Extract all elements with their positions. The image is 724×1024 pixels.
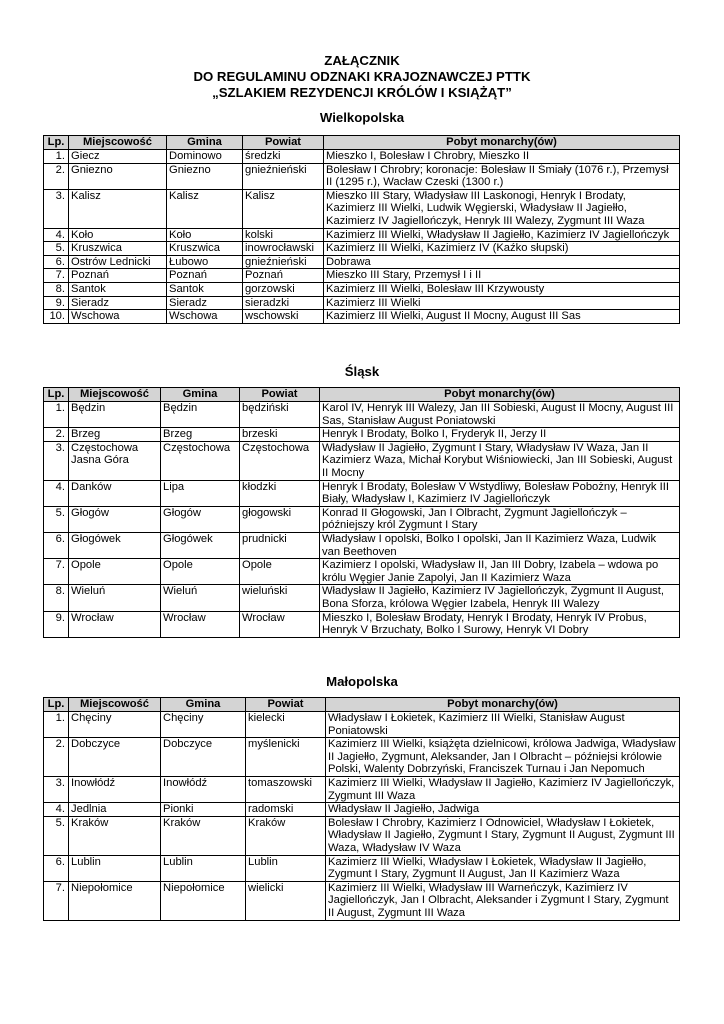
table-row	[44, 428, 680, 442]
table-row	[44, 150, 680, 164]
cell-lp: 9.	[44, 296, 69, 310]
table-row	[44, 441, 680, 480]
cell-pobyt: Kazimierz III Wielki	[324, 296, 680, 310]
cell-powiat: wieluński	[240, 585, 320, 611]
cell-miejscowosc: Dobczyce	[69, 738, 161, 777]
cell-powiat: tomaszowski	[246, 776, 326, 802]
cell-lp: 2.	[44, 738, 69, 777]
cell-lp: 7.	[44, 881, 69, 920]
table-header	[44, 698, 680, 712]
cell-miejscowosc: Jedlnia	[69, 803, 161, 817]
cell-lp: 5.	[44, 816, 69, 855]
cell-powiat: Opole	[240, 559, 320, 585]
cell-lp: 4.	[44, 480, 69, 506]
cell-pobyt: Konrad II Głogowski, Jan I Olbracht, Zygmunt Jagiellończyk – późniejszy król Zygmunt I Stary	[320, 506, 680, 532]
header-col-powiat: Powiat	[243, 136, 324, 150]
cell-powiat: głogowski	[240, 506, 320, 532]
cell-gmina: Dominowo	[167, 150, 243, 164]
cell-miejscowosc: Głogówek	[69, 532, 161, 558]
cell-gmina: Sieradz	[167, 296, 243, 310]
table-row	[44, 855, 680, 881]
table-row	[44, 402, 680, 428]
cell-gmina: Chęciny	[161, 712, 246, 738]
cell-powiat: gnieźnieński	[243, 255, 324, 269]
cell-gmina: Łubowo	[167, 255, 243, 269]
table-row	[44, 228, 680, 242]
header-col-miejscowosc: Miejscowość	[69, 388, 161, 402]
cell-gmina: Wieluń	[161, 585, 240, 611]
table-row	[44, 585, 680, 611]
cell-powiat: sieradzki	[243, 296, 324, 310]
table-row	[44, 611, 680, 637]
cell-gmina: Wschowa	[167, 310, 243, 324]
cell-powiat: prudnicki	[240, 532, 320, 558]
table-row	[44, 296, 680, 310]
header-col-miejscowosc: Miejscowość	[69, 136, 167, 150]
cell-lp: 1.	[44, 150, 69, 164]
cell-miejscowosc: Giecz	[69, 150, 167, 164]
table-header	[44, 136, 680, 150]
cell-pobyt: Dobrawa	[324, 255, 680, 269]
cell-pobyt: Mieszko III Stary, Przemysł I i II	[324, 269, 680, 283]
table-row	[44, 255, 680, 269]
region-title-slask: Śląsk	[344, 364, 380, 379]
cell-gmina: Pionki	[161, 803, 246, 817]
header-col-powiat: Powiat	[246, 698, 326, 712]
header-col-lp: Lp.	[44, 388, 69, 402]
header-col-powiat: Powiat	[240, 388, 320, 402]
cell-powiat: radomski	[246, 803, 326, 817]
cell-miejscowosc: Gniezno	[69, 163, 167, 189]
cell-lp: 1.	[44, 712, 69, 738]
cell-lp: 6.	[44, 255, 69, 269]
cell-powiat: Lublin	[246, 855, 326, 881]
cell-gmina: Gniezno	[167, 163, 243, 189]
header-line-1: ZAŁĄCZNIK	[324, 53, 400, 68]
cell-miejscowosc: Inowłódź	[69, 776, 161, 802]
cell-miejscowosc: Wrocław	[69, 611, 161, 637]
table-row	[44, 242, 680, 256]
document-header	[0, 53, 724, 101]
cell-gmina: Lublin	[161, 855, 246, 881]
cell-miejscowosc: Częstochowa Jasna Góra	[69, 441, 161, 480]
cell-pobyt: Karol IV, Henryk III Walezy, Jan III Sobieski, August II Mocny, August III Sas, Stanisław August Poniatowski	[320, 402, 680, 428]
table-row	[44, 738, 680, 777]
cell-miejscowosc: Opole	[69, 559, 161, 585]
cell-miejscowosc: Głogów	[69, 506, 161, 532]
cell-gmina: Inowłódź	[161, 776, 246, 802]
header-col-gmina: Gmina	[167, 136, 243, 150]
table-row	[44, 816, 680, 855]
cell-lp: 9.	[44, 611, 69, 637]
cell-powiat: średzki	[243, 150, 324, 164]
cell-gmina: Będzin	[161, 402, 240, 428]
cell-pobyt: Władysław II Jagiełło, Jadwiga	[326, 803, 680, 817]
table-row	[44, 506, 680, 532]
cell-gmina: Głogów	[161, 506, 240, 532]
region-title-wielkopolska: Wielkopolska	[319, 110, 405, 125]
cell-miejscowosc: Chęciny	[69, 712, 161, 738]
cell-powiat: wielicki	[246, 881, 326, 920]
cell-pobyt: Mieszko I, Bolesław Brodaty, Henryk I Brodaty, Henryk IV Probus, Henryk V Brzuchaty, Bolko I Surowy, Henryk VI Dobry	[320, 611, 680, 637]
cell-powiat: Kraków	[246, 816, 326, 855]
cell-gmina: Opole	[161, 559, 240, 585]
cell-gmina: Brzeg	[161, 428, 240, 442]
cell-lp: 5.	[44, 506, 69, 532]
table-slask	[43, 387, 680, 638]
cell-lp: 6.	[44, 532, 69, 558]
cell-pobyt: Władysław I opolski, Bolko I opolski, Jan II Kazimierz Waza, Ludwik van Beethoven	[320, 532, 680, 558]
cell-gmina: Lipa	[161, 480, 240, 506]
cell-lp: 6.	[44, 855, 69, 881]
header-line-2: DO REGULAMINU ODZNAKI KRAJOZNAWCZEJ PTTK	[193, 69, 531, 84]
cell-pobyt: Władysław I Łokietek, Kazimierz III Wielki, Stanisław August Poniatowski	[326, 712, 680, 738]
cell-lp: 7.	[44, 559, 69, 585]
table-row	[44, 163, 680, 189]
table-row	[44, 480, 680, 506]
cell-lp: 4.	[44, 803, 69, 817]
cell-pobyt: Kazimierz III Wielki, Władysław II Jagiełło, Kazimierz IV Jagiellończyk, Zygmunt III Waza	[326, 776, 680, 802]
cell-powiat: kłodzki	[240, 480, 320, 506]
cell-miejscowosc: Santok	[69, 282, 167, 296]
cell-miejscowosc: Wieluń	[69, 585, 161, 611]
cell-miejscowosc: Będzin	[69, 402, 161, 428]
cell-pobyt: Bolesław I Chrobry; koronacje: Bolesław II Śmiały (1076 r.), Przemysł II (1295 r.), Wacław Czeski (1300 r.)	[324, 163, 680, 189]
cell-pobyt: Kazimierz III Wielki, Władysław III Warneńczyk, Kazimierz IV Jagiellończyk, Jan I Olbracht, Aleksander i Zygmunt I Stary, Zygmunt II August, Zygmunt III Waza	[326, 881, 680, 920]
table-row	[44, 776, 680, 802]
cell-powiat: myślenicki	[246, 738, 326, 777]
header-col-lp: Lp.	[44, 698, 69, 712]
table-row	[44, 310, 680, 324]
cell-gmina: Koło	[167, 228, 243, 242]
cell-miejscowosc: Poznań	[69, 269, 167, 283]
cell-pobyt: Bolesław I Chrobry, Kazimierz I Odnowiciel, Władysław I Łokietek, Władysław II Jagiełło, Zygmunt I Stary, Zygmunt II August, Zygmunt III Waza, Władysław IV Waza	[326, 816, 680, 855]
table-row	[44, 189, 680, 228]
cell-pobyt: Kazimierz III Wielki, August II Mocny, August III Sas	[324, 310, 680, 324]
header-col-gmina: Gmina	[161, 388, 240, 402]
cell-lp: 4.	[44, 228, 69, 242]
table-row	[44, 712, 680, 738]
cell-miejscowosc: Lublin	[69, 855, 161, 881]
cell-miejscowosc: Brzeg	[69, 428, 161, 442]
cell-lp: 1.	[44, 402, 69, 428]
header-line-3: „SZLAKIEM REZYDENCJI KRÓLÓW I KSIĄŻĄT”	[212, 85, 512, 100]
header-col-pobyt: Pobyt monarchy(ów)	[324, 136, 680, 150]
table-row	[44, 881, 680, 920]
table-wielkopolska	[43, 135, 680, 324]
table-header	[44, 388, 680, 402]
cell-lp: 8.	[44, 585, 69, 611]
table-row	[44, 803, 680, 817]
cell-miejscowosc: Kalisz	[69, 189, 167, 228]
cell-lp: 7.	[44, 269, 69, 283]
region-title-malopolska: Małopolska	[326, 674, 398, 689]
cell-gmina: Kalisz	[167, 189, 243, 228]
cell-pobyt: Kazimierz III Wielki, książęta dzielnicowi, królowa Jadwiga, Władysław II Jagiełło, Zygmunt, Aleksander, Jan I Olbracht – późniejsi królowie Polski, Walenty Dobrzyński, Franciszek Turnau i Jan Nepomuch	[326, 738, 680, 777]
cell-powiat: inowrocławski	[243, 242, 324, 256]
cell-miejscowosc: Wschowa	[69, 310, 167, 324]
cell-pobyt: Kazimierz III Wielki, Władysław I Łokietek, Władysław II Jagiełło, Zygmunt I Stary, Zygmunt II August, Jan II Kazimierz Waza	[326, 855, 680, 881]
cell-powiat: będziński	[240, 402, 320, 428]
cell-powiat: brzeski	[240, 428, 320, 442]
cell-miejscowosc: Koło	[69, 228, 167, 242]
header-col-pobyt: Pobyt monarchy(ów)	[326, 698, 680, 712]
cell-lp: 2.	[44, 428, 69, 442]
cell-lp: 3.	[44, 776, 69, 802]
cell-powiat: Poznań	[243, 269, 324, 283]
cell-lp: 8.	[44, 282, 69, 296]
cell-miejscowosc: Sieradz	[69, 296, 167, 310]
cell-lp: 10.	[44, 310, 69, 324]
cell-gmina: Poznań	[167, 269, 243, 283]
cell-gmina: Wrocław	[161, 611, 240, 637]
cell-pobyt: Henryk I Brodaty, Bolesław V Wstydliwy, Bolesław Pobożny, Henryk III Biały, Władysław I, Kazimierz IV Jagiellończyk	[320, 480, 680, 506]
cell-lp: 5.	[44, 242, 69, 256]
cell-pobyt: Henryk I Brodaty, Bolko I, Fryderyk II, Jerzy II	[320, 428, 680, 442]
header-col-gmina: Gmina	[161, 698, 246, 712]
cell-pobyt: Mieszko I, Bolesław I Chrobry, Mieszko II	[324, 150, 680, 164]
table-malopolska	[43, 697, 680, 921]
cell-gmina: Częstochowa	[161, 441, 240, 480]
cell-powiat: gnieźnieński	[243, 163, 324, 189]
table-row	[44, 282, 680, 296]
cell-pobyt: Mieszko III Stary, Władysław III Laskonogi, Henryk I Brodaty, Kazimierz III Wielki, Ludwik Węgierski, Władysław II Jagiełło, Kazimierz IV Jagiellończyk, Henryk III Walezy, Zygmunt III Waza	[324, 189, 680, 228]
cell-gmina: Dobczyce	[161, 738, 246, 777]
header-col-pobyt: Pobyt monarchy(ów)	[320, 388, 680, 402]
cell-gmina: Głogówek	[161, 532, 240, 558]
cell-miejscowosc: Kraków	[69, 816, 161, 855]
header-col-lp: Lp.	[44, 136, 69, 150]
cell-powiat: wschowski	[243, 310, 324, 324]
cell-pobyt: Władysław II Jagiełło, Kazimierz IV Jagiellończyk, Zygmunt II August, Bona Sforza, królowa Węgier Izabela, Henryk III Walezy	[320, 585, 680, 611]
cell-pobyt: Kazimierz I opolski, Władysław II, Jan III Dobry, Izabela – wdowa po królu Węgier Janie Zapolyi, Jan II Kazimierz Waza	[320, 559, 680, 585]
cell-powiat: Wrocław	[240, 611, 320, 637]
table-row	[44, 532, 680, 558]
cell-pobyt: Kazimierz III Wielki, Władysław II Jagiełło, Kazimierz IV Jagiellończyk	[324, 228, 680, 242]
cell-lp: 3.	[44, 189, 69, 228]
cell-miejscowosc: Danków	[69, 480, 161, 506]
cell-miejscowosc: Kruszwica	[69, 242, 167, 256]
cell-powiat: kielecki	[246, 712, 326, 738]
cell-pobyt: Kazimierz III Wielki, Bolesław III Krzywousty	[324, 282, 680, 296]
cell-gmina: Kraków	[161, 816, 246, 855]
cell-gmina: Niepołomice	[161, 881, 246, 920]
cell-miejscowosc: Ostrów Lednicki	[69, 255, 167, 269]
cell-powiat: gorzowski	[243, 282, 324, 296]
table-row	[44, 559, 680, 585]
cell-powiat: kolski	[243, 228, 324, 242]
table-row	[44, 269, 680, 283]
cell-pobyt: Władysław II Jagiełło, Zygmunt I Stary, Władysław IV Waza, Jan II Kazimierz Waza, Michał Korybut Wiśniowiecki, Jan III Sobieski, August II Mocny	[320, 441, 680, 480]
cell-powiat: Kalisz	[243, 189, 324, 228]
header-col-miejscowosc: Miejscowość	[69, 698, 161, 712]
cell-miejscowosc: Niepołomice	[69, 881, 161, 920]
cell-lp: 2.	[44, 163, 69, 189]
cell-gmina: Kruszwica	[167, 242, 243, 256]
cell-lp: 3.	[44, 441, 69, 480]
cell-powiat: Częstochowa	[240, 441, 320, 480]
cell-gmina: Santok	[167, 282, 243, 296]
cell-pobyt: Kazimierz III Wielki, Kazimierz IV (Kaźko słupski)	[324, 242, 680, 256]
